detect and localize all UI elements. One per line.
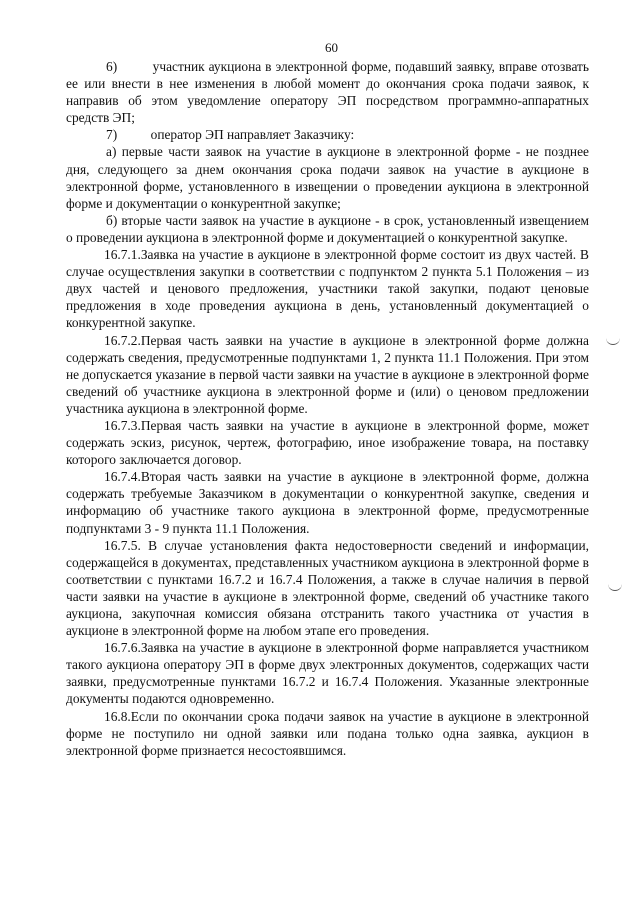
paragraph-16-7-4: 16.7.4.Вторая часть заявки на участие в аукционе в электронной форме, должна содержать требуемые Заказчиком в документации о конкурентной закупке, сведения и информацию об участнике такого аукциона в электронной форме, предусмотренные подпунктами 3 - 9 пункта 11.1 Положения. bbox=[66, 469, 589, 536]
paragraph-16-7-1: 16.7.1.Заявка на участие в аукционе в электронной форме состоит из двух частей. В случае осуществления закупки в соответствии с подпунктом 2 пункта 5.1 Положения – из двух частей и ценового предложения, участники такой закупки, подают ценовые предложения в ходе проведения аукциона в день, установленный документацией о конкурентной закупке. bbox=[66, 247, 589, 331]
paragraph-item-7: 7) оператор ЭП направляет Заказчику: bbox=[106, 127, 355, 143]
paragraph-16-7-3: 16.7.3.Первая часть заявки на участие в аукционе в электронной форме, может содержать эскиз, рисунок, чертеж, фотографию, иное изображение товара, на поставку которого заключается договор. bbox=[66, 417, 589, 468]
paragraph-item-7b: б) вторые части заявок на участие в аукционе - в срок, установленный извещением о проведении аукциона в электронной форме и документацией о конкурентной закупке. bbox=[66, 212, 589, 245]
margin-mark-2 bbox=[608, 584, 622, 591]
paragraph-16-7-6: 16.7.6.Заявка на участие в аукционе в электронной форме направляется участником такого аукциона оператору ЭП в форме двух электронных документов, содержащих части заявки, предусмотренные пунктами 16.7.2 и 16.7.4 Положения. Указанные электронные документы подаются одновременно. bbox=[66, 640, 589, 707]
paragraph-item-6: 6) участник аукциона в электронной форме, подавший заявку, вправе отозвать ее или внести в нее изменения в любой момент до окончания срока подачи заявок, к направив об этом уведомление оператору ЭП посредством программно-аппаратных средств ЭП; bbox=[66, 59, 589, 126]
paragraph-16-7-2: 16.7.2.Первая часть заявки на участие в аукционе в электронной форме должна содержать сведения, предусмотренные подпунктами 1, 2 пункта 11.1 Положения. При этом не допускается указание в первой части заявки на участие в аукционе в электронной форме сведений об участнике аукциона в электронной форме и (или) о ценовом предложении участника аукциона в электронной форме. bbox=[66, 332, 589, 416]
paragraph-16-8: 16.8.Если по окончании срока подачи заявок на участие в аукционе в электронной форме не поступило ни одной заявки или подана только одна заявка, аукцион в электронной форме признается несостоявшимся. bbox=[66, 708, 589, 758]
margin-mark-1 bbox=[606, 338, 620, 345]
paragraph-item-7a: а) первые части заявок на участие в аукционе в электронной форме - не позднее дня, следующего за днем окончания срока подачи заявок на участие в аукционе в электронной форме, установленного в извещении о проведении аукциона в электронной форме и документации о конкурентной закупке; bbox=[66, 144, 589, 211]
page-number: 60 bbox=[325, 40, 338, 55]
paragraph-16-7-5: 16.7.5. В случае установления факта недостоверности сведений и информации, содержащейся в документах, представленных участником аукциона в электронной форме в соответствии с пунктами 16.7.2 и 16.7.4 Положения, а также в случае наличия в первой части заявки на участие в аукционе в электронной форме, сведений об участнике такого аукциона, закупочная комиссия обязана отстранить такого участника от участия в аукционе в электронной форме на любом этапе его проведения. bbox=[66, 537, 589, 639]
